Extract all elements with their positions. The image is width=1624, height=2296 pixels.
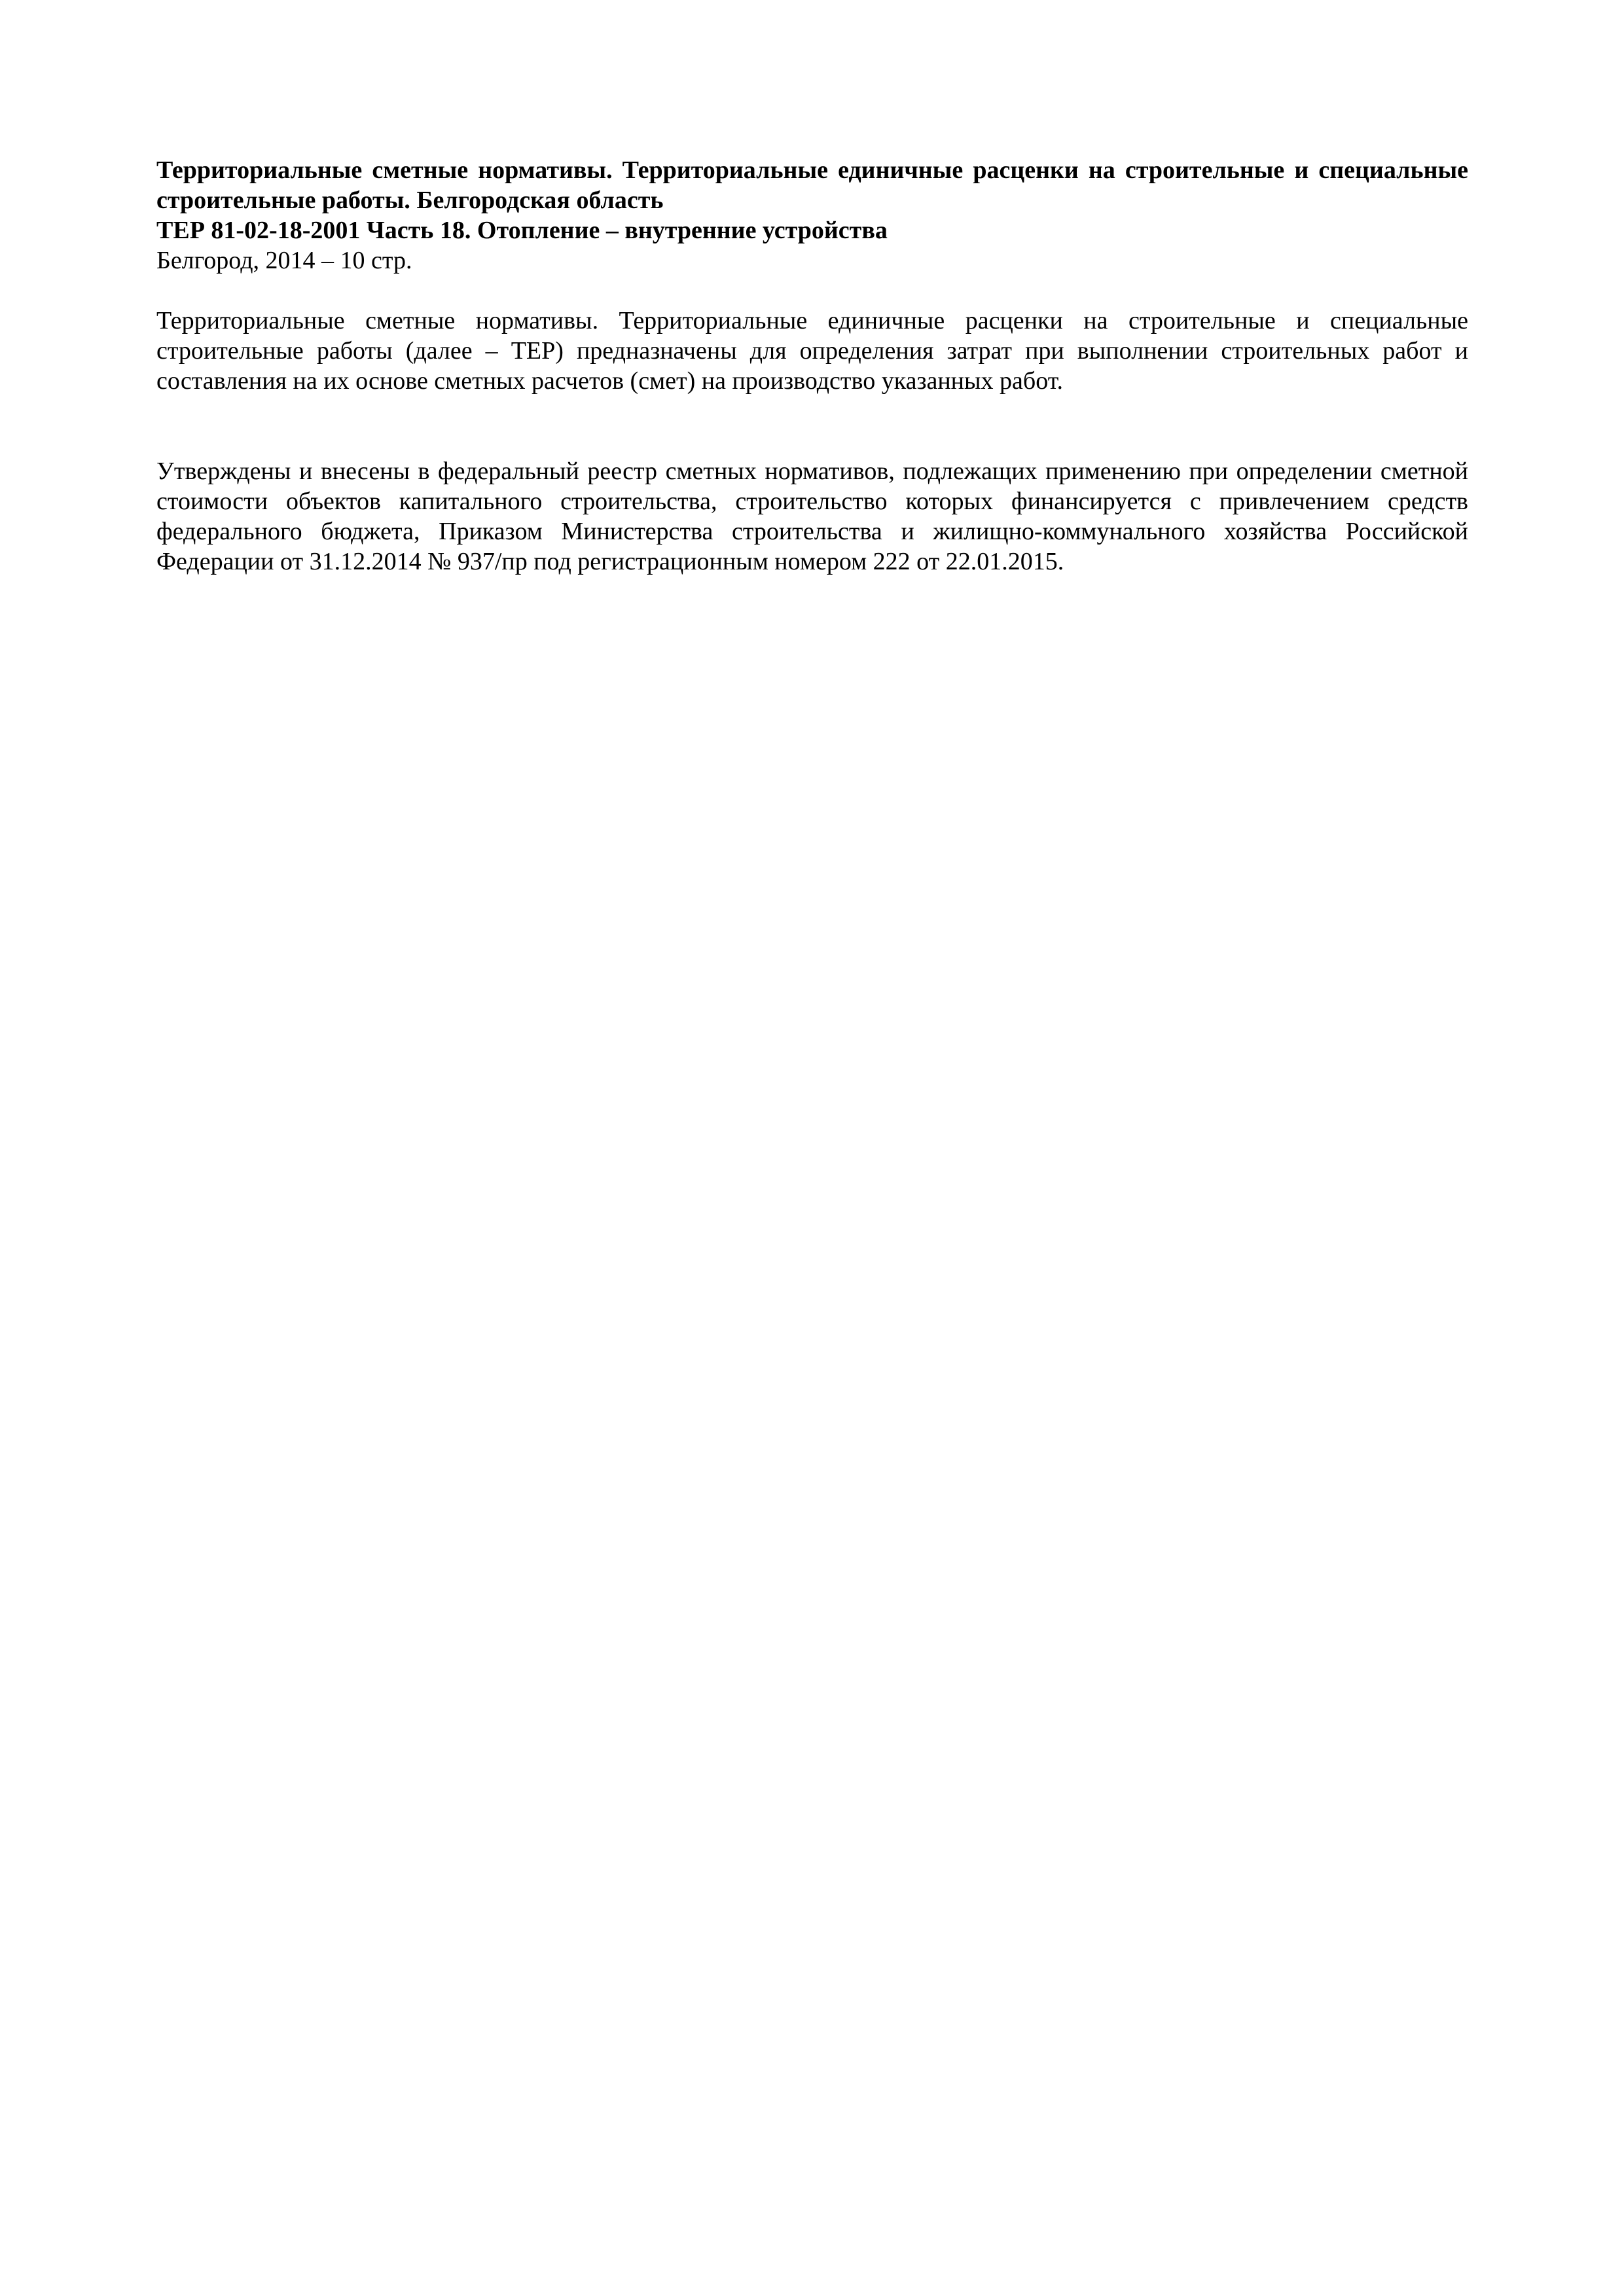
document-part: ТЕР 81-02-18-2001 Часть 18. Отопление – внутренние устройства <box>156 217 888 244</box>
document-edition: Белгород, 2014 – 10 стр. <box>156 247 412 274</box>
approval-paragraph: Утверждены и внесены в федеральный реестр сметных нормативов, подлежащих применению при определении сметной стоимости объектов капитального строительства, строительство которых финансируется с привлечением средств федерального бюджета, Приказом Министерства строительства и жилищно-коммунального хозяйства Российской Федерации от 31.12.2014 № 937/пр под регистрационным номером 222 от 22.01.2015. <box>156 457 1468 575</box>
document-content <box>156 155 1468 577</box>
document-title: Территориальные сметные нормативы. Территориальные единичные расценки на строительные и специальные строительные работы. Белгородская область <box>156 156 1468 214</box>
document-header <box>156 155 1468 276</box>
description-paragraph: Территориальные сметные нормативы. Территориальные единичные расценки на строительные и специальные строительные работы (далее – ТЕР) предназначены для определения затрат при выполнении строительных работ и составления на их основе сметных расчетов (смет) на производство указанных работ. <box>156 307 1468 395</box>
